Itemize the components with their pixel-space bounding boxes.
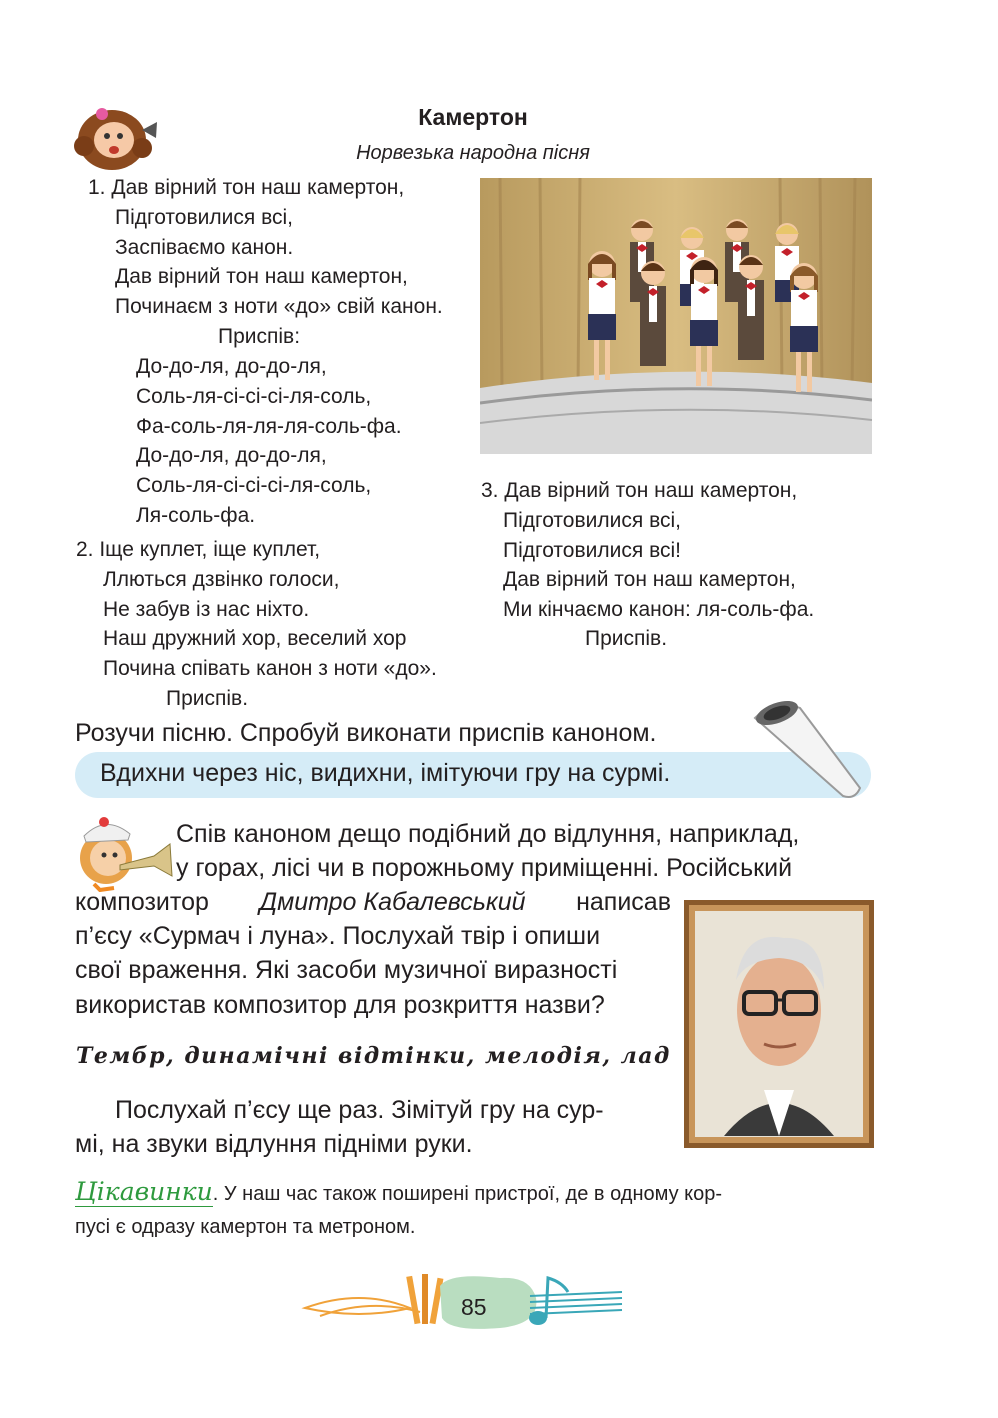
interesting-line-1 [75,1175,722,1211]
children-choir-illustration [480,178,872,454]
boy-trumpeter-icon [74,810,176,892]
wrote-word: написав [576,888,671,916]
chorus-ref-3: Приспів. [585,627,668,650]
interesting-note [75,1175,722,1244]
lyric-line: Підготовилися всі, [503,508,681,532]
lyric-line: Ля-соль-фа. [136,503,256,527]
song-subtitle: Норвезька народна пісня [356,142,590,164]
paragraph-line: мі, на звуки відлуння підніми руки. [75,1130,473,1159]
kabalevsky-paragraph-cont [75,885,671,1022]
paragraph-line-composer [75,885,671,919]
composer-portrait [684,900,874,1148]
lyric-line: Дав вірний тон наш камертон, [115,265,408,289]
musical-terms: Тембр, динамічні відтінки, мелодія, лад [76,1043,671,1069]
chorus-ref-2: Приспів. [166,687,249,710]
lyric-line: 2. Іще куплет, іще куплет, [76,538,321,561]
paragraph-line: у горах, лісі чи в порожньому приміщенні. Російський [176,854,793,883]
verse-3 [481,476,814,625]
paper-scroll-icon [745,698,870,803]
paragraph-line: п’єсу «Сурмач і луна». Послухай твір і опиши [75,922,601,951]
interesting-label: Цікавинки [75,1177,213,1206]
paragraph-line: свої враження. Які засоби музичної виразності [75,956,618,985]
listen-again-paragraph [75,1093,671,1161]
lyric-line: До-до-ля, до-до-ля, [136,355,327,378]
lyric-line: 3. Дав вірний тон наш камертон, [481,479,798,502]
chorus-label: Приспів: [218,325,301,348]
paragraph-line: Спів каноном дещо подібний до відлуння, наприклад, [176,820,800,848]
lyric-line: 1. Дав вірний тон наш камертон, [88,176,405,199]
lyric-line: До-до-ля, до-до-ля, [136,444,327,468]
kabalevsky-paragraph [176,817,872,885]
lyric-line: Ми кінчаємо канон: ля-соль-фа. [503,598,815,622]
chorus [136,352,402,531]
interesting-text-1: . У наш час також поширені пристрої, де в одному кор- [212,1183,723,1205]
song-title: Камертон [418,104,528,130]
paragraph-line: використав композитор для розкриття назви? [75,990,605,1019]
lyric-line: Підготовилися всі! [503,538,681,562]
paragraph-line: Послухай п’єсу ще раз. Зімітуй гру на сур- [115,1096,604,1124]
lyric-line: Наш дружний хор, веселий хор [103,627,407,651]
lyric-line: Ллються дзвінко голоси, [103,567,340,591]
interesting-text-2: пусі є одразу камертон та метроном. [75,1216,416,1238]
composer-name: Дмитро Кабалевський [259,888,526,916]
verse-2 [76,535,437,684]
lyric-line: Заспіваємо канон. [115,235,294,259]
lyric-line: Соль-ля-сі-сі-сі-ля-соль, [136,384,372,408]
task-text: Розучи пісню. Спробуй виконати приспів каноном. [75,719,657,747]
lyric-line: Почина співать канон з ноти «до». [103,657,437,681]
lyric-line: Дав вірний тон наш камертон, [503,568,796,592]
lyric-line: Підготовилися всі, [115,205,293,229]
lyric-line: Фа-соль-ля-ля-ля-соль-фа. [136,414,402,438]
verse-1 [88,173,443,322]
page-number: 85 [461,1294,487,1320]
breathing-exercise-text: Вдихни через ніс, видихни, імітуючи гру на сурмі. [100,759,671,787]
lyric-line: Починаєм з ноти «до» свій канон. [115,295,443,319]
composer-word: композитор [75,888,209,916]
lyric-line: Соль-ля-сі-сі-сі-ля-соль, [136,474,372,498]
lyric-line: Не забув із нас ніхто. [103,597,310,621]
